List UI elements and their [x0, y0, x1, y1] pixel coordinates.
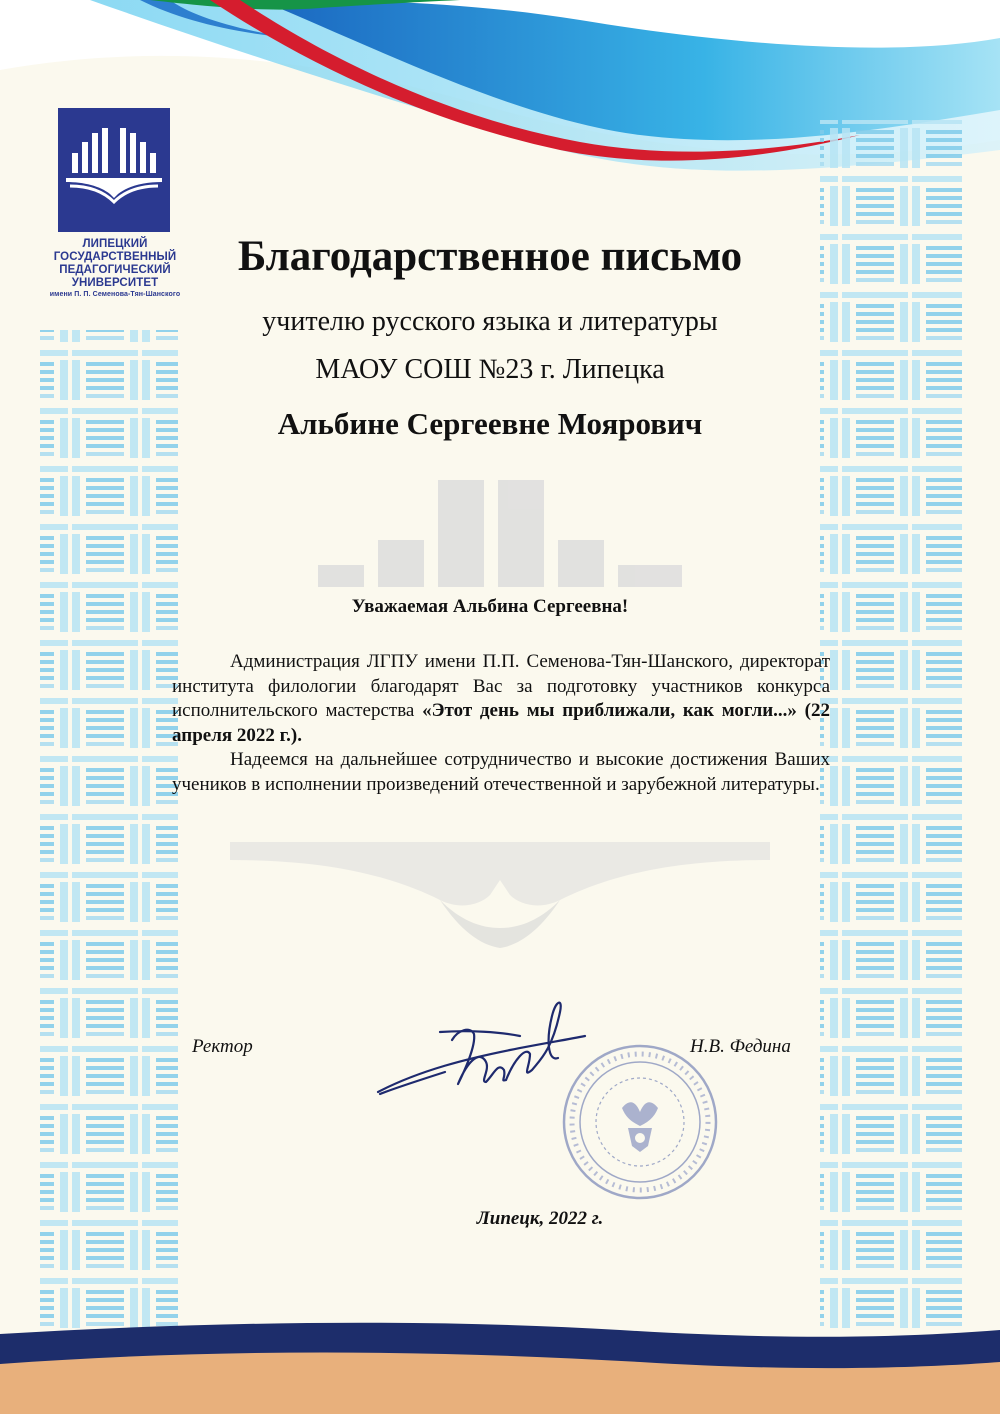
paragraph-2: Надеемся на дальнейшее сотрудничество и высокие достижения Ваших учеников в исполнении произведений отечественной и зарубежной литературы. — [172, 749, 830, 795]
place-and-date: Липецк, 2022 г. — [476, 1208, 604, 1229]
university-subtitle: имени П. П. Семенова-Тян-Шанского — [49, 291, 181, 298]
letter-body — [172, 650, 830, 798]
university-name-line: ЛИПЕЦКИЙ — [82, 238, 148, 250]
recipient-position: учителю русского языка и литературы — [262, 306, 718, 337]
signatory-role: Ректор — [192, 1036, 253, 1057]
salutation: Уважаемая Альбина Сергеевна! — [351, 596, 629, 617]
paragraph-1 — [172, 650, 830, 748]
university-name-line: УНИВЕРСИТЕТ — [71, 277, 159, 289]
university-logo-icon — [58, 108, 170, 232]
document-title: Благодарственное письмо — [237, 233, 743, 280]
university-logo — [58, 108, 170, 232]
university-name-line: ПЕДАГОГИЧЕСКИЙ — [59, 264, 171, 276]
university-name-line: ГОСУДАРСТВЕННЫЙ — [53, 251, 177, 263]
recipient-school: МАОУ СОШ №23 г. Липецка — [315, 354, 665, 385]
recipient-name: Альбине Сергеевне Моярович — [277, 406, 703, 441]
paragraph-1-text: Администрация ЛГПУ имени П.П. Семенова-Тян-Шанского, директорат института филологии благодарят Вас за подготовку участников конкурса исполнительского мастерства — [172, 651, 830, 722]
signatory-name: Н.В. Федина — [690, 1036, 791, 1057]
event-title: «Этот день мы приближали, как могли...» (22 апреля 2022 г.). — [172, 700, 830, 746]
